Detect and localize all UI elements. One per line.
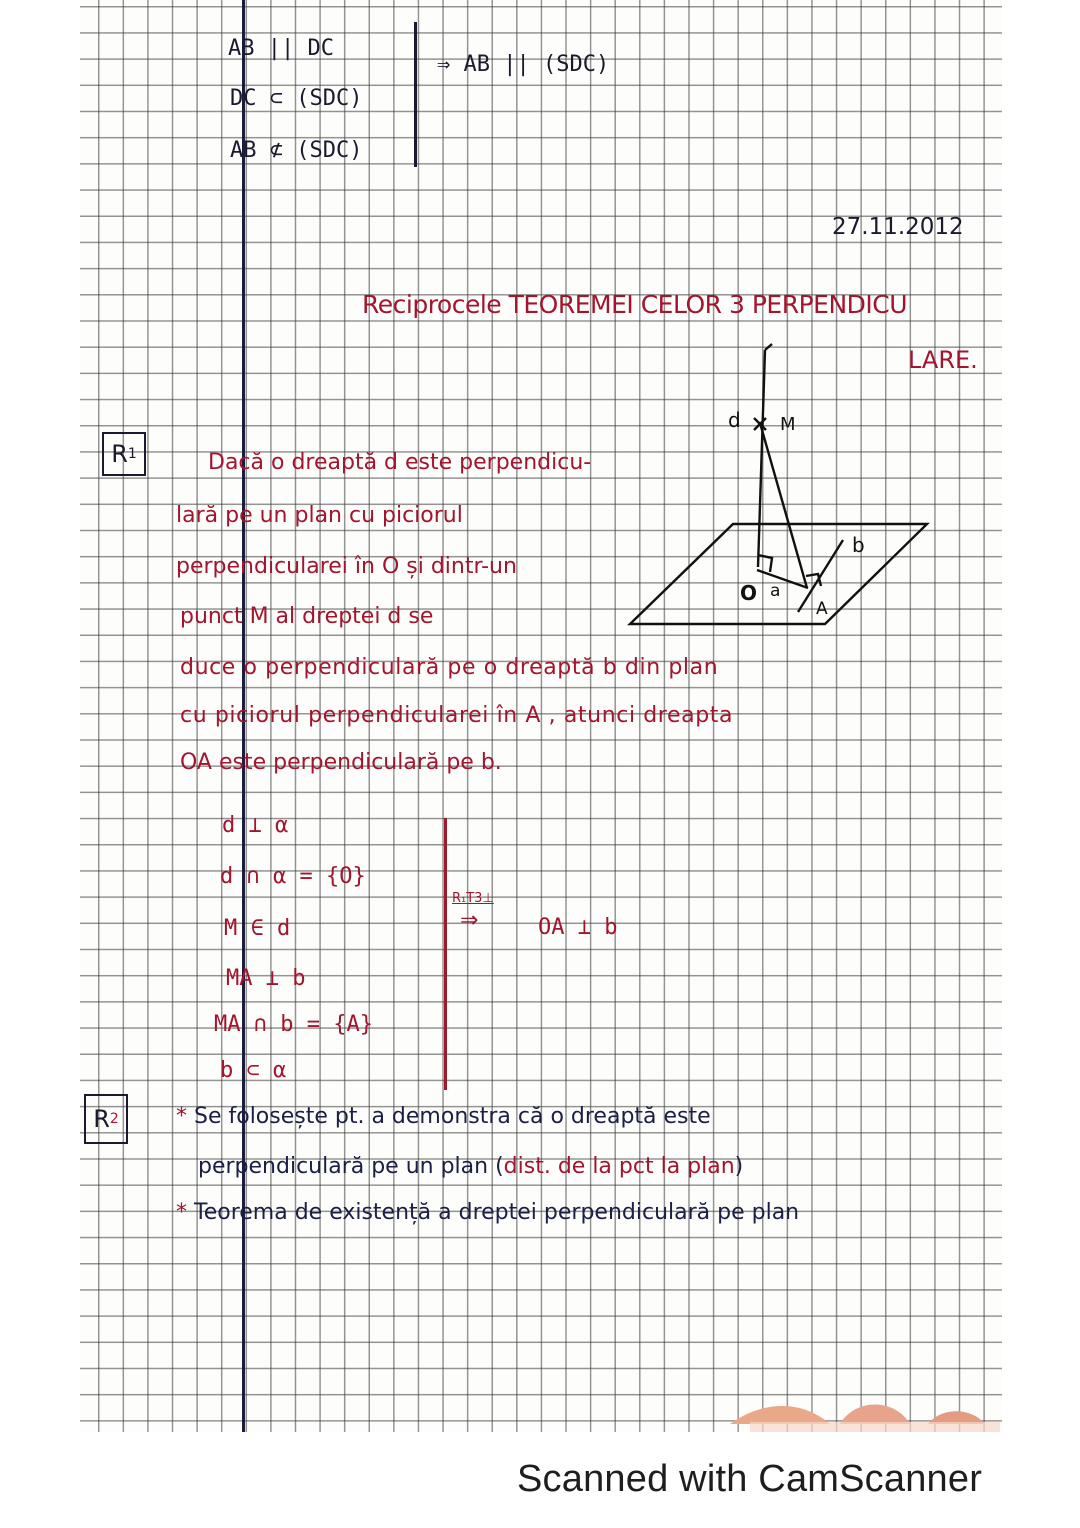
notebook-page <box>80 0 1002 1432</box>
label-o: O <box>740 581 758 605</box>
hypothesis: M ∈ d <box>224 916 291 941</box>
label-d: d <box>728 408 741 432</box>
label-a-segment: a <box>770 581 781 601</box>
label-a: A <box>816 599 828 619</box>
top-conclusion: ⇒ AB || (SDC) <box>437 52 610 77</box>
r1-label: R <box>111 440 128 468</box>
r1-text-line: duce o perpendiculară pe o dreaptă b din plan <box>180 655 719 680</box>
line-d <box>758 350 765 567</box>
r2-bullet-text: Se folosește pt. a demonstra că o dreaptă este <box>194 1104 711 1129</box>
r1-label-sub: 1 <box>127 446 137 462</box>
r2-bullet-text: Teorema de existență a dreptei perpendiculară pe plan <box>194 1200 800 1225</box>
diagram-svg <box>600 330 980 630</box>
hypothesis: MA ∩ b = {A} <box>214 1012 373 1037</box>
r2-bullet-2 <box>176 1202 799 1224</box>
hypotheses-bar <box>444 818 447 1090</box>
r2-note-close: ) <box>734 1154 744 1179</box>
brace-bar <box>414 22 417 167</box>
premise-3: AB ⊄ (SDC) <box>230 138 363 163</box>
r2-bullet-1-cont <box>198 1156 743 1178</box>
r2-label-sub: 2 <box>109 1111 119 1127</box>
label-m: M <box>780 414 796 435</box>
camscanner-watermark: Scanned with CamScanner <box>517 1458 983 1500</box>
r1-conclusion: OA ⊥ b <box>538 915 618 940</box>
r1-text-line: lară pe un plan cu piciorul <box>176 503 463 528</box>
hypothesis: b ⊂ α <box>220 1058 287 1083</box>
r2-bullet-text: perpendiculară pe un plan ( <box>198 1154 504 1179</box>
premise-2: DC ⊂ (SDC) <box>230 86 363 111</box>
plane-alpha <box>630 524 927 624</box>
page-title-cont: LARE. <box>908 346 978 374</box>
r2-label-box <box>84 1094 128 1144</box>
fingertips-svg <box>720 1392 1020 1432</box>
geometry-diagram <box>600 330 980 630</box>
r1-text-line: punct M al dreptei d se <box>180 604 434 629</box>
hypothesis: d ⊥ α <box>222 813 289 838</box>
label-b: b <box>852 533 865 557</box>
r2-label: R <box>93 1105 110 1133</box>
r1-text-line: cu piciorul perpendicularei în A , atunci dreapta <box>180 703 734 728</box>
r1-text-line: perpendicularei în O și dintr-un <box>176 554 517 579</box>
segment-ma <box>760 423 807 588</box>
scan-fingertips <box>720 1392 1020 1432</box>
star-icon: * <box>176 1104 187 1129</box>
r2-note: dist. de la pct la plan <box>503 1154 735 1179</box>
theorem-ref: R₁T3⊥ <box>452 891 494 906</box>
page-title: Reciprocele TEOREMEI CELOR 3 PERPENDICU <box>362 290 908 319</box>
hypothesis: MA ⊥ b <box>226 966 306 991</box>
hypothesis: d ∩ α = {O} <box>220 864 366 889</box>
implies-arrow: ⇒ <box>460 908 479 933</box>
segment-oa <box>757 570 808 588</box>
date: 27.11.2012 <box>832 214 964 240</box>
r2-bullet-1 <box>176 1106 711 1128</box>
r1-label-box <box>102 432 146 476</box>
r1-text-line: OA este perpendiculară pe b. <box>180 750 502 775</box>
premise-1: AB || DC <box>228 36 334 61</box>
star-icon: * <box>176 1200 187 1225</box>
r1-text-line: Dacă o dreaptă d este perpendicu- <box>208 450 592 475</box>
